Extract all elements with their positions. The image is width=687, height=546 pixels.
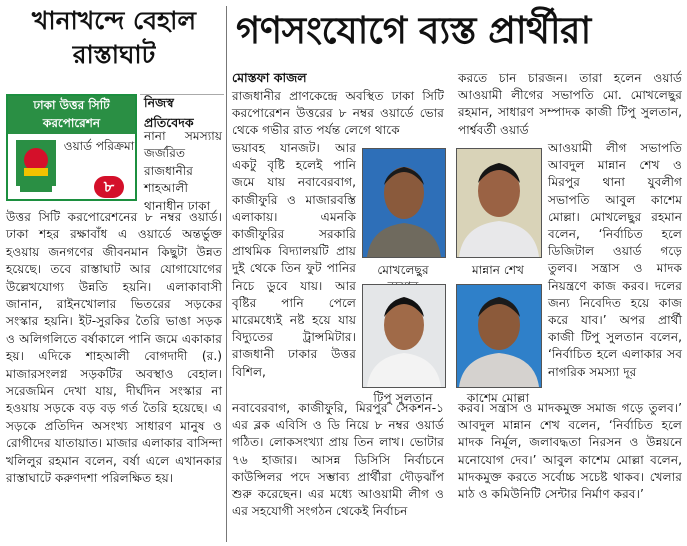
badge-label: ওয়ার্ড পরিক্রমা [63,139,135,153]
photo-tipu [362,284,446,388]
col2-bottom-text: করব। সন্ত্রাস ও মাদকমুক্ত সমাজ গড়ে তুলব।’ আবদুল মান্নান শেখ বলেন, ‘নির্বাচিত হলে মাদক নির্মূল, জলাবদ্ধতা নিরসন ও উন্নয়নে মনোযোগ দেব।’ আবুল কাশেম মোল্লা বলেন, মাদকমুক্ত করতে সর্বোচ্চ সচেষ্ট থাকব। খেলার মাঠ ও কমিউনিটি সেন্টার নির্মাণ করব।’ [458,401,682,502]
left-headline [6,4,222,72]
left-body-text: উত্তর সিটি করপোরেশনের ৮ নম্বর ওয়ার্ড। ঢাকা শহর রক্ষাবাঁধ এ ওয়ার্ডে অন্তর্ভুক্ত হওয়ায় জনগণের জীবনমান কিছুটা উন্নত হয়েছে। তবে রাস্তাঘাট আর যোগাযোগের উল্লেখযোগ্য উন্নতি হয়নি। এলাকাবাসী জানান, রাইনখোলার ভিতরের সড়কের সংস্কার হয়নি। ইট-সুরকির তৈরি ভাঙা সড়ক ও অলিগলিতে বর্ষাকালে পানি জমে একাকার হয়। এদিকে শাহআলী বোগদাদী (র.) মাজারসংলগ্ন সড়কটির অবস্থাও বেহাল। সরেজমিন দেখা যায়, দীর্ঘদিন সংস্কার না হওয়ায় সড়কে বড় বড় গর্ত তৈরি হয়েছে। এ সড়কে প্রতিদিন অসংখ্য সাধারণ মানুষ ও রোগীদের যাতায়াত। মাজার এলাকার বাসিন্দা খলিলুর রহমান বলেন, বর্ষা এলে এখানকার রাস্তাঘাটে করুণদশা পরিলক্ষিত হয়। [6,210,222,486]
col2-mid-text: আওয়ামী লীগ সভাপতি আবদুল মান্নান শেখ ও মিরপুর থানা যুবলীগ সভাপতি আবুল কাশেম মোল্লা। মোখলেছুর রহমান বলেন, ‘নির্বাচিত হলে ডিজিটাল ওয়ার্ড গড়ে তুলব। সন্ত্রাস ও মাদক নিয়ন্ত্রণে কাজ করব। দলের জন্য নিবেদিত হয়ে কাজ করে যাব।’ অপর প্রার্থী কাজী টিপু সুলতান বলেন, ‘নির্বাচিত হলে এলাকার সব নাগরিক সমস্যা দূর [548,141,682,379]
badge-title: ঢাকা উত্তর সিটি করপোরেশন [8,96,135,134]
photo-mokhlesur [362,148,446,258]
main-headline: গণসংযোগে ব্যস্ত প্রার্থীরা [236,9,591,52]
photo-kashem [456,284,542,388]
left-headline-line-2: রাস্তাঘাট [72,40,156,69]
ward-badge [6,94,137,201]
left-headline-line-1: খানাখন্দে বেহাল [31,6,197,35]
column-divider [226,6,227,542]
col1-top-text: রাজধানীর প্রাণকেন্দ্রে অবস্থিত ঢাকা সিটি করপোরেশন উত্তরের ৮ নম্বর ওয়ার্ডে ভোর থেকে গভীর রাত পর্যন্ত লেগে থাকে [232,89,444,138]
photo-mannan [456,148,542,258]
badge-number: ৮ [94,176,124,198]
col2-top-text: করতে চান চারজন। তারা হলেন ওয়ার্ড আওয়ামী লীগের সভাপতি মো. মোখলেছুর রহমান, সাধারণ সম্পাদক কাজী টিপু সুলতান, পার্শ্ববর্তী ওয়ার্ড [458,71,682,137]
caption-tipu: টিপু সুলতান [373,391,433,405]
col1-mid-text: ভয়াবহ যানজট। আর একটু বৃষ্টি হলেই পানি জমে যায় নবাবেরবাগ, কাজীফুরি ও মাজারবস্তি এলাকায়। এমনকি কাজীফুরির সরকারি প্রাথমিক বিদ্যালয়টি প্রায় দুই থেকে তিন ফুট পানির নিচে ডুবে যায়। আর বৃষ্টির পানি পেলে মারেমধ্যেই নষ্ট হয়ে যায় বিদ্যুতের ট্রান্সমিটার। রাজধানী ঢাকার উত্তর বিশিল, [232,141,356,379]
caption-mokhlesur: মোখলেছুর [377,263,429,277]
caption-mannan: মান্নান শেখ [471,263,525,277]
col1-bottom-text: নবাবেরবাগ, কাজীফুরি, মিরপুর সেকশন-১ এর ব্লক এবিসি ও ডি নিয়ে ৮ নম্বর ওয়ার্ড গঠিত। লোকসংখ্যা প্রায় তিন লাখ। ভোটার ৭৬ হাজার। আসন্ন ডিসিসি নির্বাচনে কাউন্সিলর পদে সম্ভাব্য প্রার্থীরা দৌড়ঝাঁপ শুরু করেছেন। এর মধ্যে আওয়ামী লীগ ও এর সহযোগী সংগঠন থেকেই নির্বাচন [232,401,444,519]
left-byline: নিজস্ব প্রতিবেদক [144,95,194,130]
caption-kashem: কাশেম মোল্লা [466,391,530,405]
city-corporation-logo-icon [14,138,58,194]
main-byline: মোস্তফা কাজল [232,70,307,85]
left-intro-text: নানা সমস্যায় জর্জরিত রাজধানীর শাহআলী থানাধীন ঢাকা [144,129,222,213]
